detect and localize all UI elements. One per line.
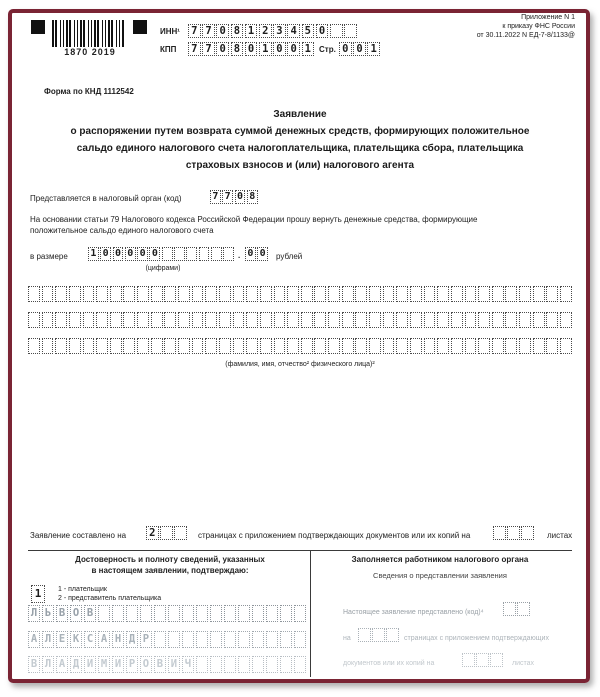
char-cell[interactable] — [96, 286, 108, 302]
char-cell[interactable] — [260, 338, 272, 354]
char-cell[interactable]: 0 — [125, 247, 136, 261]
amount-separator: . — [238, 251, 241, 260]
official-code-field[interactable] — [503, 602, 530, 616]
char-cell[interactable] — [280, 656, 292, 673]
char-cell[interactable] — [372, 628, 385, 642]
char-cell[interactable] — [294, 656, 306, 673]
kpp-field[interactable] — [188, 42, 314, 56]
char-cell[interactable] — [178, 338, 190, 354]
char-cell[interactable] — [210, 631, 222, 648]
fio-caption: (фамилия, имя, отчество² физического лица)² — [225, 361, 375, 368]
fio-row-3[interactable] — [28, 338, 572, 354]
char-cell[interactable] — [246, 312, 258, 328]
char-cell[interactable] — [196, 656, 208, 673]
basis-text — [30, 214, 550, 236]
char-cell[interactable] — [287, 286, 299, 302]
char-cell[interactable] — [328, 312, 340, 328]
char-cell[interactable] — [396, 312, 408, 328]
official-pages-label: страницах с приложением подтверждающих — [404, 635, 549, 642]
char-cell[interactable] — [112, 605, 124, 622]
char-cell[interactable] — [83, 338, 95, 354]
char-cell[interactable] — [55, 286, 67, 302]
char-cell[interactable] — [492, 286, 504, 302]
char-cell[interactable] — [186, 247, 197, 261]
char-cell[interactable]: 7 — [188, 42, 201, 56]
char-cell[interactable]: В — [154, 656, 166, 673]
signer-options — [58, 585, 161, 603]
char-cell[interactable] — [137, 312, 149, 328]
char-cell[interactable] — [301, 338, 313, 354]
char-cell[interactable] — [260, 312, 272, 328]
char-cell[interactable] — [560, 338, 572, 354]
char-cell[interactable] — [383, 286, 395, 302]
section-divider-horizontal — [28, 550, 572, 551]
char-cell[interactable] — [396, 286, 408, 302]
char-cell[interactable] — [266, 656, 278, 673]
first-name-field[interactable] — [28, 631, 306, 648]
char-cell[interactable] — [560, 312, 572, 328]
char-cell[interactable] — [383, 338, 395, 354]
char-cell[interactable]: 8 — [231, 42, 244, 56]
signer-option-2: 2 - представитель плательщика — [58, 595, 162, 602]
appendix-line-3: от 30.11.2022 N ЕД-7-8/1133@ — [476, 32, 575, 39]
char-cell[interactable] — [164, 338, 176, 354]
char-cell[interactable]: Е — [56, 631, 68, 648]
char-cell[interactable] — [465, 338, 477, 354]
confirmation-header-line-1: Достоверность и полноту сведений, указанных — [75, 555, 265, 564]
char-cell[interactable] — [274, 338, 286, 354]
char-cell[interactable] — [507, 526, 520, 540]
char-cell[interactable] — [224, 605, 236, 622]
char-cell[interactable]: 0 — [353, 42, 366, 56]
char-cell[interactable] — [123, 312, 135, 328]
char-cell[interactable] — [505, 286, 517, 302]
char-cell[interactable]: 7 — [222, 190, 233, 204]
char-cell[interactable]: Д — [126, 631, 138, 648]
char-cell[interactable]: А — [28, 631, 40, 648]
char-cell[interactable]: 0 — [137, 247, 148, 261]
char-cell[interactable] — [274, 286, 286, 302]
char-cell[interactable] — [96, 338, 108, 354]
title-line-3: сальдо единого налогового счета налогоплательщика, плательщика сбора, плательщика — [76, 143, 524, 154]
char-cell[interactable] — [410, 338, 422, 354]
amount-rubles-field[interactable] — [88, 247, 234, 261]
char-cell[interactable] — [344, 24, 357, 38]
char-cell[interactable]: 2 — [146, 526, 159, 540]
char-cell[interactable] — [168, 631, 180, 648]
char-cell[interactable]: А — [56, 656, 68, 673]
char-cell[interactable] — [294, 605, 306, 622]
char-cell[interactable] — [369, 286, 381, 302]
authority-label: Представляется в налоговый орган (код) — [30, 194, 182, 203]
char-cell[interactable] — [314, 312, 326, 328]
char-cell[interactable] — [478, 338, 490, 354]
char-cell[interactable] — [274, 312, 286, 328]
char-cell[interactable] — [83, 312, 95, 328]
char-cell[interactable] — [210, 605, 222, 622]
official-on-label: на — [343, 635, 351, 642]
char-cell[interactable] — [151, 338, 163, 354]
char-cell[interactable]: И — [112, 656, 124, 673]
char-cell[interactable]: 8 — [247, 190, 258, 204]
inn-field[interactable] — [188, 24, 357, 38]
char-cell[interactable] — [560, 286, 572, 302]
char-cell[interactable] — [137, 338, 149, 354]
char-cell[interactable]: Д — [70, 656, 82, 673]
char-cell[interactable]: Р — [126, 656, 138, 673]
official-subheader: Сведения о представлении заявления — [373, 571, 507, 580]
char-cell[interactable] — [478, 286, 490, 302]
char-cell[interactable] — [280, 605, 292, 622]
char-cell[interactable]: 0 — [316, 24, 329, 38]
char-cell[interactable]: 0 — [245, 42, 258, 56]
char-cell[interactable] — [28, 338, 40, 354]
char-cell[interactable] — [238, 605, 250, 622]
char-cell[interactable]: 4 — [287, 24, 300, 38]
char-cell[interactable]: 1 — [302, 42, 315, 56]
char-cell[interactable]: О — [140, 656, 152, 673]
char-cell[interactable] — [192, 286, 204, 302]
char-cell[interactable]: 7 — [210, 190, 221, 204]
section-divider-vertical — [310, 550, 311, 677]
char-cell[interactable] — [505, 338, 517, 354]
basis-line-2: положительное сальдо единого налогового счета — [30, 226, 214, 235]
title-line-1: Заявление — [273, 109, 327, 120]
kpp-label: КПП — [160, 45, 177, 54]
char-cell[interactable]: 1 — [245, 24, 258, 38]
confirmation-header — [38, 554, 302, 576]
char-cell[interactable] — [192, 338, 204, 354]
char-cell[interactable]: В — [84, 605, 96, 622]
char-cell[interactable]: 0 — [216, 42, 229, 56]
char-cell[interactable] — [465, 286, 477, 302]
char-cell[interactable]: Л — [42, 656, 54, 673]
char-cell[interactable]: 3 — [273, 24, 286, 38]
char-cell[interactable] — [182, 605, 194, 622]
char-cell[interactable] — [168, 605, 180, 622]
char-cell[interactable] — [224, 631, 236, 648]
barcode-number: 1870 2019 — [48, 47, 132, 57]
pages-line-suffix: листах — [547, 531, 573, 540]
char-cell[interactable] — [383, 312, 395, 328]
char-cell[interactable] — [519, 338, 531, 354]
char-cell[interactable]: 0 — [235, 190, 246, 204]
char-cell[interactable] — [301, 286, 313, 302]
char-cell[interactable] — [358, 628, 371, 642]
char-cell[interactable]: О — [70, 605, 82, 622]
amount-label: в размере — [30, 252, 68, 261]
char-cell[interactable] — [205, 286, 217, 302]
char-cell[interactable] — [266, 631, 278, 648]
char-cell[interactable] — [28, 286, 40, 302]
char-cell[interactable] — [110, 338, 122, 354]
char-cell[interactable] — [55, 312, 67, 328]
basis-line-1: На основании статьи 79 Налогового кодекса Российской Федерации прошу вернуть денежные средства, формирующие — [30, 215, 478, 224]
char-cell[interactable] — [196, 605, 208, 622]
char-cell[interactable] — [98, 605, 110, 622]
char-cell[interactable] — [266, 605, 278, 622]
surname-field[interactable] — [28, 605, 306, 622]
char-cell[interactable] — [219, 338, 231, 354]
char-cell[interactable] — [533, 286, 545, 302]
char-cell[interactable] — [505, 312, 517, 328]
char-cell[interactable]: А — [98, 631, 110, 648]
char-cell[interactable] — [490, 653, 503, 667]
char-cell[interactable] — [238, 656, 250, 673]
char-cell[interactable] — [42, 312, 54, 328]
char-cell[interactable]: 0 — [287, 42, 300, 56]
char-cell[interactable] — [219, 312, 231, 328]
char-cell[interactable] — [246, 286, 258, 302]
char-cell[interactable]: 7 — [202, 42, 215, 56]
char-cell[interactable] — [410, 312, 422, 328]
char-cell[interactable] — [437, 286, 449, 302]
char-cell[interactable]: С — [84, 631, 96, 648]
char-cell[interactable] — [192, 312, 204, 328]
char-cell[interactable] — [451, 312, 463, 328]
char-cell[interactable]: Л — [42, 631, 54, 648]
char-cell[interactable] — [55, 338, 67, 354]
char-cell[interactable]: М — [98, 656, 110, 673]
char-cell[interactable] — [314, 286, 326, 302]
char-cell[interactable] — [260, 286, 272, 302]
char-cell[interactable] — [219, 286, 231, 302]
official-sheets-field[interactable] — [462, 653, 503, 667]
char-cell[interactable] — [205, 338, 217, 354]
char-cell[interactable] — [69, 312, 81, 328]
official-docs-label: документов или их копий на — [343, 660, 435, 667]
char-cell[interactable]: Л — [28, 605, 40, 622]
digits-caption: (цифрами) — [145, 265, 181, 272]
char-cell[interactable]: В — [28, 656, 40, 673]
fio-row-2[interactable] — [28, 312, 572, 328]
char-cell[interactable] — [28, 312, 40, 328]
registration-mark-right — [133, 20, 147, 34]
char-cell[interactable]: В — [56, 605, 68, 622]
title-line-2: о распоряжении путем возврата суммой денежных средств, формирующих положительное — [70, 126, 530, 137]
char-cell[interactable] — [140, 605, 152, 622]
char-cell[interactable] — [126, 605, 138, 622]
pages-line-prefix: Заявление составлено на — [30, 531, 127, 540]
char-cell[interactable] — [224, 656, 236, 673]
char-cell[interactable] — [355, 338, 367, 354]
amount-kopecks-field[interactable] — [245, 247, 268, 261]
char-cell[interactable] — [517, 602, 530, 616]
char-cell[interactable] — [369, 338, 381, 354]
char-cell[interactable] — [182, 631, 194, 648]
char-cell[interactable] — [178, 286, 190, 302]
char-cell[interactable]: 0 — [257, 247, 268, 261]
char-cell[interactable] — [369, 312, 381, 328]
char-cell[interactable] — [301, 312, 313, 328]
currency-label: рублей — [276, 252, 303, 261]
char-cell[interactable]: Р — [140, 631, 152, 648]
official-sheets-label: листах — [512, 660, 535, 667]
char-cell[interactable] — [164, 312, 176, 328]
char-cell[interactable] — [355, 312, 367, 328]
char-cell[interactable] — [174, 526, 187, 540]
pages-line-middle: страницах с приложением подтверждающих документов или их копий на — [198, 531, 471, 540]
char-cell[interactable] — [42, 338, 54, 354]
char-cell[interactable] — [519, 312, 531, 328]
char-cell[interactable] — [424, 338, 436, 354]
pages-count-field[interactable] — [146, 526, 187, 540]
char-cell[interactable] — [154, 605, 166, 622]
char-cell[interactable] — [110, 286, 122, 302]
char-cell[interactable] — [69, 286, 81, 302]
char-cell[interactable] — [476, 653, 489, 667]
char-cell[interactable] — [287, 312, 299, 328]
signer-code-field[interactable] — [31, 585, 45, 603]
char-cell[interactable] — [294, 631, 306, 648]
char-cell[interactable] — [154, 631, 166, 648]
char-cell[interactable] — [465, 312, 477, 328]
registration-mark-left — [31, 20, 45, 34]
char-cell[interactable] — [342, 312, 354, 328]
char-cell[interactable] — [210, 656, 222, 673]
char-cell[interactable]: 0 — [245, 247, 256, 261]
char-cell[interactable] — [96, 312, 108, 328]
char-cell[interactable]: И — [168, 656, 180, 673]
char-cell[interactable] — [493, 526, 506, 540]
official-submitted-label: Настоящее заявление представлено (код)⁴ — [343, 609, 484, 616]
char-cell[interactable] — [83, 286, 95, 302]
char-cell[interactable] — [328, 338, 340, 354]
char-cell[interactable] — [162, 247, 173, 261]
char-cell[interactable] — [196, 631, 208, 648]
char-cell[interactable] — [424, 286, 436, 302]
char-cell[interactable]: 1 — [31, 585, 45, 603]
char-cell[interactable] — [355, 286, 367, 302]
char-cell[interactable] — [42, 286, 54, 302]
char-cell[interactable] — [330, 24, 343, 38]
char-cell[interactable]: Ь — [42, 605, 54, 622]
char-cell[interactable] — [205, 312, 217, 328]
char-cell[interactable] — [546, 286, 558, 302]
char-cell[interactable] — [386, 628, 399, 642]
char-cell[interactable]: 8 — [231, 24, 244, 38]
char-cell[interactable] — [533, 338, 545, 354]
char-cell[interactable] — [233, 338, 245, 354]
char-cell[interactable] — [492, 312, 504, 328]
char-cell[interactable] — [233, 312, 245, 328]
char-cell[interactable]: 0 — [100, 247, 111, 261]
char-cell[interactable] — [164, 286, 176, 302]
char-cell[interactable] — [238, 631, 250, 648]
form-title — [30, 106, 570, 174]
char-cell[interactable]: 2 — [259, 24, 272, 38]
appendix-note — [405, 13, 575, 40]
char-cell[interactable] — [233, 286, 245, 302]
char-cell[interactable] — [69, 338, 81, 354]
signer-option-1: 1 - плательщик — [58, 586, 107, 593]
char-cell[interactable] — [223, 247, 234, 261]
char-cell[interactable] — [252, 631, 264, 648]
char-cell[interactable]: И — [84, 656, 96, 673]
official-pages-field[interactable] — [358, 628, 399, 642]
char-cell[interactable] — [342, 286, 354, 302]
char-cell[interactable] — [410, 286, 422, 302]
barcode — [52, 20, 124, 50]
inn-label: ИНН¹ — [160, 27, 180, 36]
char-cell[interactable] — [342, 338, 354, 354]
char-cell[interactable] — [533, 312, 545, 328]
appendix-line-1: Приложение N 1 — [521, 14, 575, 21]
char-cell[interactable] — [328, 286, 340, 302]
char-cell[interactable] — [178, 312, 190, 328]
char-cell[interactable] — [123, 338, 135, 354]
authority-code-field[interactable] — [210, 190, 258, 204]
char-cell[interactable] — [437, 338, 449, 354]
char-cell[interactable] — [396, 338, 408, 354]
confirmation-header-line-2: в настоящем заявлении, подтверждаю: — [91, 566, 249, 575]
char-cell[interactable] — [280, 631, 292, 648]
char-cell[interactable] — [137, 286, 149, 302]
sheets-count-field[interactable] — [493, 526, 534, 540]
char-cell[interactable] — [492, 338, 504, 354]
char-cell[interactable] — [199, 247, 210, 261]
char-cell[interactable]: Н — [112, 631, 124, 648]
char-cell[interactable] — [252, 605, 264, 622]
char-cell[interactable] — [424, 312, 436, 328]
char-cell[interactable] — [211, 247, 222, 261]
patronymic-field[interactable] — [28, 656, 306, 673]
title-line-4: страховых взносов и (или) налогового агента — [185, 160, 415, 171]
form-code: Форма по КНД 1112542 — [44, 87, 134, 96]
char-cell[interactable]: 7 — [188, 24, 201, 38]
char-cell[interactable]: К — [70, 631, 82, 648]
page-number-label: Стр. — [319, 45, 336, 54]
char-cell[interactable]: Ч — [182, 656, 194, 673]
char-cell[interactable]: 0 — [113, 247, 124, 261]
char-cell[interactable] — [314, 338, 326, 354]
char-cell[interactable]: 1 — [88, 247, 99, 261]
char-cell[interactable]: 0 — [216, 24, 229, 38]
char-cell[interactable] — [478, 312, 490, 328]
char-cell[interactable]: 0 — [273, 42, 286, 56]
page-number-field[interactable] — [339, 42, 380, 56]
char-cell[interactable] — [123, 286, 135, 302]
char-cell[interactable]: 5 — [302, 24, 315, 38]
fio-row-1[interactable] — [28, 286, 572, 302]
char-cell[interactable] — [252, 656, 264, 673]
char-cell[interactable] — [437, 312, 449, 328]
char-cell[interactable] — [451, 338, 463, 354]
char-cell[interactable] — [503, 602, 516, 616]
char-cell[interactable] — [110, 312, 122, 328]
char-cell[interactable] — [521, 526, 534, 540]
char-cell[interactable]: 1 — [259, 42, 272, 56]
char-cell[interactable] — [160, 526, 173, 540]
char-cell[interactable] — [546, 312, 558, 328]
char-cell[interactable] — [151, 286, 163, 302]
char-cell[interactable] — [287, 338, 299, 354]
char-cell[interactable]: 0 — [339, 42, 352, 56]
char-cell[interactable] — [519, 286, 531, 302]
appendix-line-2: к приказу ФНС России — [502, 23, 575, 30]
official-header: Заполняется работником налогового органа — [351, 555, 529, 564]
char-cell[interactable] — [246, 338, 258, 354]
char-cell[interactable] — [546, 338, 558, 354]
char-cell[interactable] — [151, 312, 163, 328]
char-cell[interactable] — [174, 247, 185, 261]
char-cell[interactable]: 1 — [367, 42, 380, 56]
char-cell[interactable] — [462, 653, 475, 667]
char-cell[interactable] — [451, 286, 463, 302]
char-cell[interactable]: 7 — [202, 24, 215, 38]
char-cell[interactable]: 0 — [149, 247, 160, 261]
